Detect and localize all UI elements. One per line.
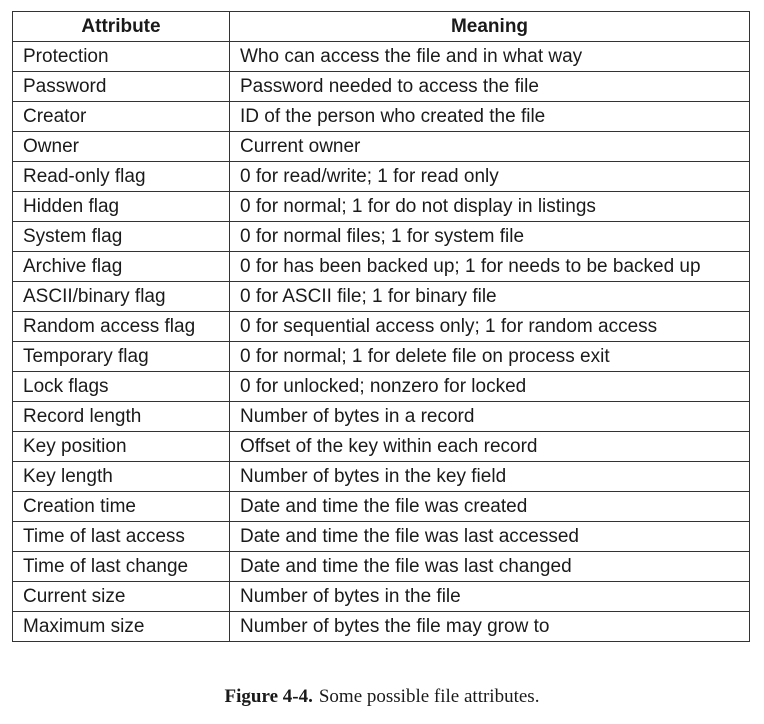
meaning-cell: Number of bytes in the key field bbox=[230, 462, 750, 492]
table-row bbox=[13, 72, 750, 102]
attribute-cell: Creation time bbox=[13, 492, 230, 522]
meaning-cell: 0 for normal; 1 for do not display in listings bbox=[230, 192, 750, 222]
table-row bbox=[13, 282, 750, 312]
attribute-cell: Hidden flag bbox=[13, 192, 230, 222]
table-row bbox=[13, 162, 750, 192]
table-row bbox=[13, 432, 750, 462]
attribute-cell: Time of last change bbox=[13, 552, 230, 582]
meaning-cell: Date and time the file was last changed bbox=[230, 552, 750, 582]
meaning-cell: 0 for normal; 1 for delete file on process exit bbox=[230, 342, 750, 372]
attribute-cell: System flag bbox=[13, 222, 230, 252]
table-row bbox=[13, 102, 750, 132]
header-meaning: Meaning bbox=[230, 12, 750, 42]
meaning-cell: 0 for ASCII file; 1 for binary file bbox=[230, 282, 750, 312]
table-row bbox=[13, 462, 750, 492]
attribute-cell: Read-only flag bbox=[13, 162, 230, 192]
table-row bbox=[13, 372, 750, 402]
meaning-cell: Date and time the file was last accessed bbox=[230, 522, 750, 552]
table-header-row bbox=[13, 12, 750, 42]
meaning-cell: Number of bytes in the file bbox=[230, 582, 750, 612]
table-row bbox=[13, 222, 750, 252]
meaning-cell: Current owner bbox=[230, 132, 750, 162]
attribute-cell: Archive flag bbox=[13, 252, 230, 282]
figure-caption-text: Some possible file attributes. bbox=[318, 686, 540, 707]
meaning-cell: 0 for sequential access only; 1 for random access bbox=[230, 312, 750, 342]
meaning-cell: Offset of the key within each record bbox=[230, 432, 750, 462]
attribute-cell: Key length bbox=[13, 462, 230, 492]
attribute-cell: Key position bbox=[13, 432, 230, 462]
meaning-cell: Date and time the file was created bbox=[230, 492, 750, 522]
table-row bbox=[13, 612, 750, 642]
table-row bbox=[13, 192, 750, 222]
table-row bbox=[13, 342, 750, 372]
header-attribute: Attribute bbox=[13, 12, 230, 42]
attribute-cell: Lock flags bbox=[13, 372, 230, 402]
table-row bbox=[13, 312, 750, 342]
table-body bbox=[13, 42, 750, 642]
table-row bbox=[13, 552, 750, 582]
attribute-cell: Record length bbox=[13, 402, 230, 432]
attribute-cell: Owner bbox=[13, 132, 230, 162]
table-row bbox=[13, 522, 750, 552]
meaning-cell: Who can access the file and in what way bbox=[230, 42, 750, 72]
table-row bbox=[13, 252, 750, 282]
attribute-cell: ASCII/binary flag bbox=[13, 282, 230, 312]
meaning-cell: 0 for unlocked; nonzero for locked bbox=[230, 372, 750, 402]
table-row bbox=[13, 42, 750, 72]
attribute-cell: Temporary flag bbox=[13, 342, 230, 372]
attribute-cell: Time of last access bbox=[13, 522, 230, 552]
attribute-cell: Creator bbox=[13, 102, 230, 132]
meaning-cell: ID of the person who created the file bbox=[230, 102, 750, 132]
table-row bbox=[13, 402, 750, 432]
meaning-cell: Number of bytes the file may grow to bbox=[230, 612, 750, 642]
meaning-cell: 0 for normal files; 1 for system file bbox=[230, 222, 750, 252]
file-attributes-table bbox=[12, 11, 750, 642]
table-row bbox=[13, 132, 750, 162]
attribute-cell: Password bbox=[13, 72, 230, 102]
attribute-cell: Protection bbox=[13, 42, 230, 72]
table-row bbox=[13, 492, 750, 522]
meaning-cell: Number of bytes in a record bbox=[230, 402, 750, 432]
meaning-cell: 0 for has been backed up; 1 for needs to be backed up bbox=[230, 252, 750, 282]
table-row bbox=[13, 582, 750, 612]
meaning-cell: Password needed to access the file bbox=[230, 72, 750, 102]
figure-label: Figure 4-4. bbox=[224, 686, 313, 707]
meaning-cell: 0 for read/write; 1 for read only bbox=[230, 162, 750, 192]
attribute-cell: Current size bbox=[13, 582, 230, 612]
attribute-cell: Maximum size bbox=[13, 612, 230, 642]
attribute-cell: Random access flag bbox=[13, 312, 230, 342]
figure-caption bbox=[0, 686, 764, 708]
